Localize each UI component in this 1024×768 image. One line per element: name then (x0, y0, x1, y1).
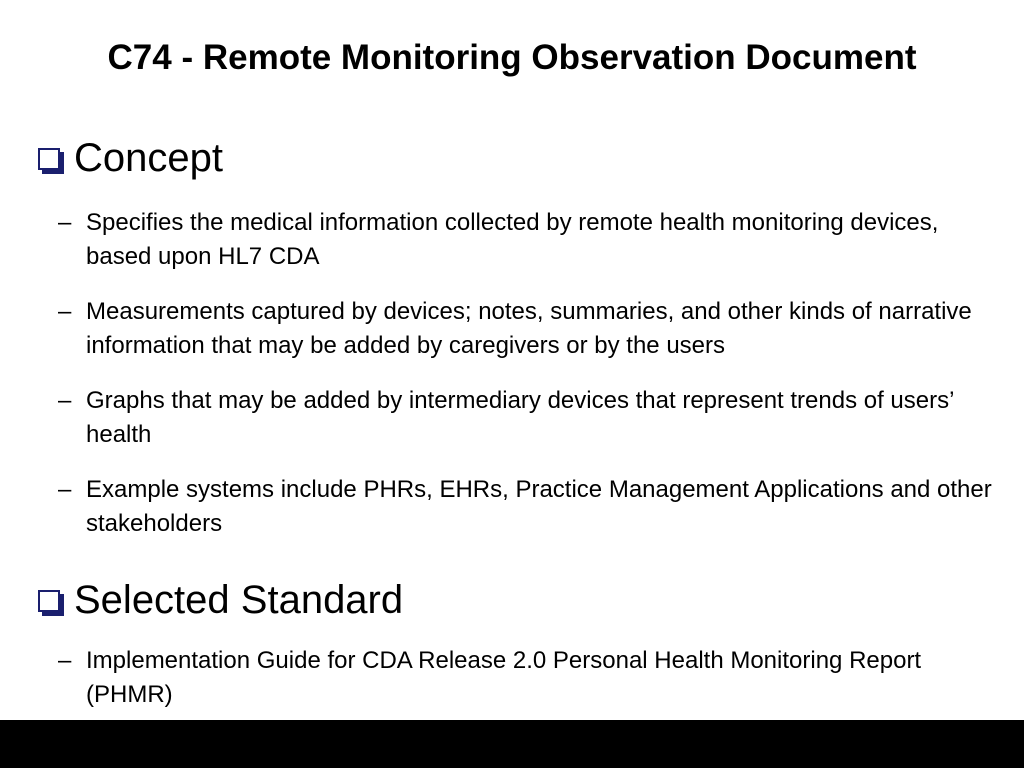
section-header (38, 576, 1008, 624)
footer-bar (0, 720, 1024, 768)
list-item-text: Measurements captured by devices; notes, summaries, and other kinds of narrative information that may be added by caregivers or by the users (86, 298, 972, 359)
list-item (38, 473, 1008, 541)
list-item (38, 206, 1008, 274)
list-item (38, 295, 1008, 363)
checkbox-icon (38, 590, 60, 612)
section-heading: Concept (74, 136, 223, 180)
bullet-list (38, 206, 1008, 541)
list-item (38, 384, 1008, 452)
slide-title: C74 - Remote Monitoring Observation Document (107, 38, 917, 77)
list-item-text: Specifies the medical information collected by remote health monitoring devices, based upon HL7 CDA (86, 209, 939, 270)
dash-bullet: – (58, 298, 72, 325)
section-selected-standard (38, 576, 1008, 733)
dash-bullet: – (58, 387, 72, 414)
section-concept (38, 134, 1008, 562)
checkbox-icon (38, 148, 60, 170)
dash-bullet: – (58, 209, 72, 236)
list-item-text: Example systems include PHRs, EHRs, Practice Management Applications and other stakeholders (86, 476, 992, 537)
dash-bullet: – (58, 647, 72, 674)
list-item (38, 644, 1008, 712)
dash-bullet: – (58, 476, 72, 503)
list-item-text: Implementation Guide for CDA Release 2.0 Personal Health Monitoring Report (PHMR) (86, 647, 922, 708)
bullet-list (38, 644, 1008, 712)
section-heading: Selected Standard (74, 578, 404, 622)
list-item-text: Graphs that may be added by intermediary devices that represent trends of users’ health (86, 387, 954, 448)
section-header (38, 134, 1008, 182)
